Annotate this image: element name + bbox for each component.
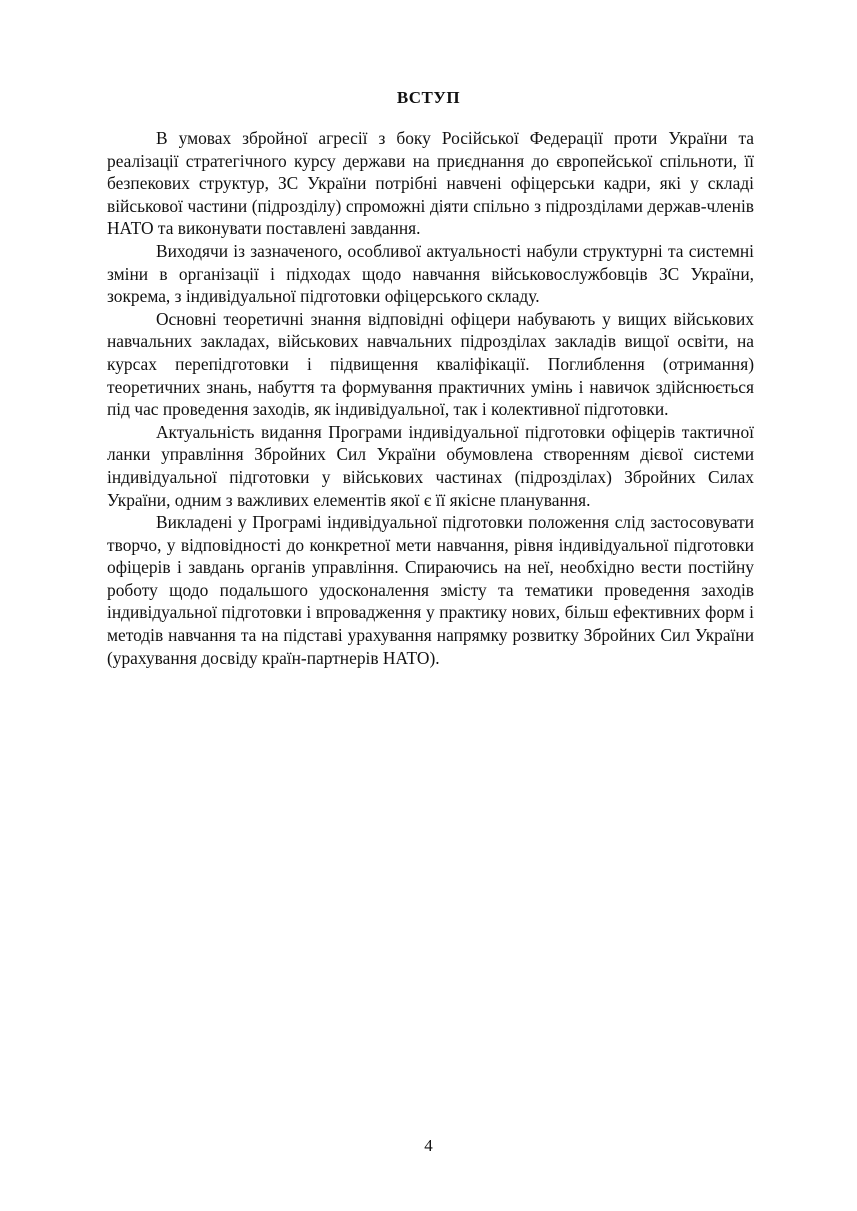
page-number: 4 xyxy=(424,1136,433,1155)
page-title: ВСТУП xyxy=(396,88,461,107)
document-body xyxy=(107,127,754,669)
paragraph-3: Основні теоретичні знання відповідні офіцери набувають у вищих військових навчальних закладах, військових навчальних підрозділах закладів вищої освіти, на курсах перепідготовки і підвищення кваліфікації. Поглиблення (отримання) теоретичних знань, набуття та формування практичних умінь і навичок здійснюється під час проведення заходів, як індивідуальної, так і колективної підготовки. xyxy=(107,308,754,420)
paragraph-2: Виходячи із зазначеного, особливої актуальності набули структурні та системні зміни в організації і підходах щодо навчання військовослужбовців ЗС України, зокрема, з індивідуальної підготовки офіцерського складу. xyxy=(107,240,754,307)
paragraph-1: В умовах збройної агресії з боку Російської Федерації проти України та реалізації стратегічного курсу держави на приєднання до європейської спільноти, її безпекових структур, ЗС України потрібні навчені офіцерськи кадри, які у складі військової частини (підрозділу) спроможні діяти спільно з підрозділами держав-членів НАТО та виконувати поставлені завдання. xyxy=(107,128,754,239)
paragraph-5: Викладені у Програмі індивідуальної підготовки положення слід застосовувати творчо, у відповідності до конкретної мети навчання, рівня індивідуальної підготовки офіцерів і завдань органів управління. Спираючись на неї, необхідно вести постійну роботу щодо подальшого удосконалення змісту та тематики проведення заходів індивідуальної підготовки і впровадження у практику нових, більш ефективних форм і методів навчання та на підставі урахування напрямку розвитку Збройних Сил України (урахування досвіду країн-партнерів НАТО). xyxy=(107,512,754,668)
paragraph-4: Актуальність видання Програми індивідуальної підготовки офіцерів тактичної ланки управління Збройних Сил України обумовлена створенням дієвої системи індивідуальної підготовки у військових частинах (підрозділах) Збройних Силах України, одним з важливих елементів якої є її якісне планування. xyxy=(107,421,754,510)
